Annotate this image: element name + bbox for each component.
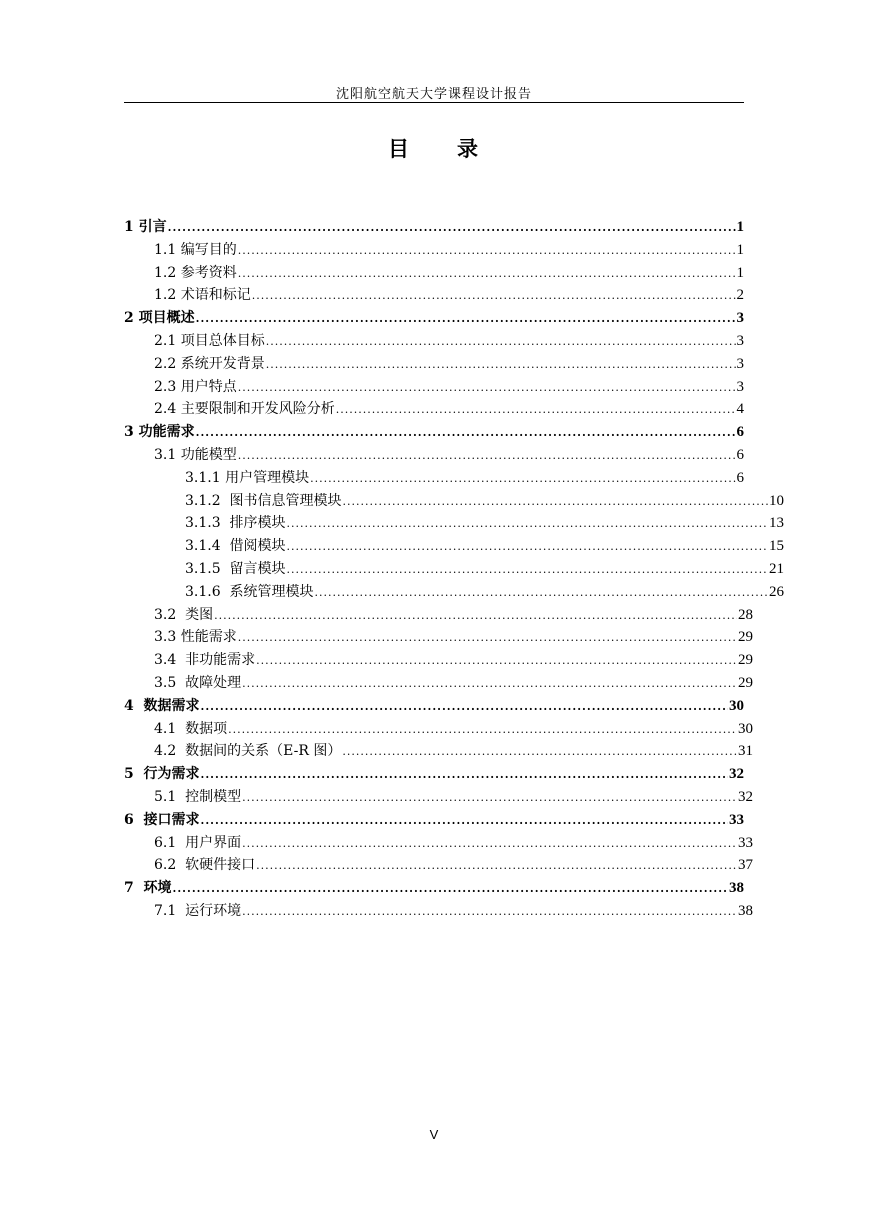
toc-entry-label: 4.2 数据间的关系（E-R 图） <box>154 743 342 760</box>
toc-leader-dots <box>336 398 736 422</box>
toc-entry[interactable] <box>124 467 744 490</box>
toc-leader-dots <box>201 695 729 719</box>
toc-entry[interactable] <box>124 718 753 741</box>
toc-leader-dots <box>238 239 736 263</box>
toc-entry[interactable] <box>124 490 784 513</box>
toc-entry[interactable] <box>124 421 744 444</box>
toc-entry-label: 3.1 功能模型 <box>154 446 237 463</box>
toc-entry-page: 38 <box>729 880 744 897</box>
toc-entry[interactable] <box>124 832 753 855</box>
toc-entry-page: 29 <box>738 629 753 646</box>
toc-entry-page: 10 <box>769 492 784 509</box>
toc-entry-label: 6.1 用户界面 <box>154 834 242 851</box>
toc-entry-label: 5.1 控制模型 <box>154 788 242 805</box>
toc-leader-dots <box>342 740 737 764</box>
toc-leader-dots <box>310 467 735 491</box>
toc-leader-dots <box>201 809 729 833</box>
toc-entry-page: 37 <box>738 857 753 874</box>
toc-entry-page: 3 <box>736 310 744 327</box>
toc-entry[interactable] <box>124 626 753 649</box>
toc-leader-dots <box>173 877 729 901</box>
toc-entry-label: 3.1.4 借阅模块 <box>185 538 286 555</box>
toc-entry-label: 4.1 数据项 <box>154 720 228 737</box>
toc-entry-page: 30 <box>729 697 744 714</box>
toc-leader-dots <box>196 421 736 445</box>
toc-leader-dots <box>242 786 737 810</box>
toc-entry-page: 6 <box>736 469 744 486</box>
toc-leader-dots <box>238 444 736 468</box>
toc-leader-dots <box>168 216 736 240</box>
toc-entry-page: 13 <box>769 515 784 532</box>
toc-leader-dots <box>238 262 736 286</box>
toc-entry[interactable] <box>124 284 744 307</box>
toc-entry[interactable] <box>124 740 753 763</box>
toc-entry[interactable] <box>124 900 753 923</box>
toc-entry-page: 28 <box>738 606 753 623</box>
toc-entry-label: 3.3 性能需求 <box>154 629 237 646</box>
toc-entry-label: 3.1.2 图书信息管理模块 <box>185 492 342 509</box>
toc-entry-label: 3.4 非功能需求 <box>154 652 256 669</box>
toc-entry-label: 7.1 运行环境 <box>154 902 242 919</box>
toc-entry-page: 3 <box>736 378 744 395</box>
toc-entry-page: 29 <box>738 652 753 669</box>
toc-entry[interactable] <box>124 398 744 421</box>
toc-entry[interactable] <box>124 444 744 467</box>
toc-leader-dots <box>242 672 737 696</box>
toc-entry-page: 38 <box>738 902 753 919</box>
toc-entry-label: 2 项目概述 <box>124 310 195 327</box>
toc-leader-dots <box>201 763 729 787</box>
toc-entry-page: 3 <box>736 332 744 349</box>
toc-entry-page: 3 <box>736 355 744 372</box>
toc-entry-page: 4 <box>736 401 744 418</box>
toc-entry-page: 1 <box>736 219 744 235</box>
toc-entry-label: 6.2 软硬件接口 <box>154 857 256 874</box>
toc-entry-label: 2.2 系统开发背景 <box>154 355 265 372</box>
toc-entry-page: 33 <box>738 834 753 851</box>
toc-entry-label: 1 引言 <box>124 219 167 235</box>
toc-entry-page: 15 <box>769 538 784 555</box>
toc-leader-dots <box>196 307 736 331</box>
toc-entry-page: 32 <box>729 766 744 783</box>
toc-entry-label: 1.2 术语和标记 <box>154 287 251 304</box>
toc-entry-label: 3.5 故障处理 <box>154 674 242 691</box>
toc-entry-label: 1.2 参考资料 <box>154 264 237 281</box>
toc-entry-label: 3.1.1 用户管理模块 <box>185 469 310 486</box>
toc-leader-dots <box>214 604 737 628</box>
toc-leader-dots <box>266 330 736 354</box>
toc-entry-label: 3.1.6 系统管理模块 <box>185 583 314 600</box>
toc-entry-page: 21 <box>769 560 784 577</box>
toc-entry-page: 1 <box>736 241 744 258</box>
toc-entry-label: 6 接口需求 <box>124 811 200 828</box>
toc-leader-dots <box>315 581 768 605</box>
toc-entry-page: 1 <box>736 264 744 281</box>
toc-entry-page: 32 <box>738 788 753 805</box>
toc-entry-page: 33 <box>729 811 744 828</box>
toc-entry[interactable] <box>124 512 784 535</box>
toc-entry-label: 2.4 主要限制和开发风险分析 <box>154 401 335 418</box>
toc-entry-label: 7 环境 <box>124 880 172 897</box>
toc-entry[interactable] <box>124 763 744 786</box>
toc-leader-dots <box>287 535 768 559</box>
toc-entry-page: 31 <box>738 743 753 760</box>
toc-entry-page: 26 <box>769 583 784 600</box>
toc-title: 目 录 <box>388 136 480 161</box>
toc-leader-dots <box>266 353 736 377</box>
toc-leader-dots <box>287 558 768 582</box>
toc-entry[interactable] <box>124 649 753 672</box>
toc-entry-label: 2.1 项目总体目标 <box>154 332 265 349</box>
toc-entry-page: 6 <box>736 424 744 441</box>
toc-entry[interactable] <box>124 786 753 809</box>
toc-entry-label: 5 行为需求 <box>124 766 200 783</box>
toc-entry-label: 3.1.5 留言模块 <box>185 560 286 577</box>
table-of-contents <box>124 216 784 923</box>
toc-leader-dots <box>252 284 736 308</box>
toc-leader-dots <box>238 626 737 650</box>
toc-entry-label: 1.1 编写目的 <box>154 241 237 258</box>
toc-entry[interactable] <box>124 216 744 239</box>
toc-leader-dots <box>228 718 737 742</box>
toc-entry[interactable] <box>124 672 753 695</box>
toc-entry-label: 3 功能需求 <box>124 424 195 441</box>
toc-entry[interactable] <box>124 262 744 285</box>
toc-entry-label: 3.2 类图 <box>154 606 214 623</box>
toc-leader-dots <box>256 854 737 878</box>
page-header: 沈阳航空航天大学课程设计报告 <box>335 87 532 102</box>
toc-entry[interactable] <box>124 877 744 900</box>
toc-entry[interactable] <box>124 558 784 581</box>
toc-leader-dots <box>287 512 768 536</box>
page-number: V <box>429 1127 439 1142</box>
toc-entry-label: 2.3 用户特点 <box>154 378 237 395</box>
toc-leader-dots <box>238 376 736 400</box>
toc-leader-dots <box>242 900 737 924</box>
toc-entry[interactable] <box>124 307 744 330</box>
toc-entry[interactable] <box>124 695 744 718</box>
toc-leader-dots <box>256 649 737 673</box>
toc-leader-dots <box>343 490 768 514</box>
toc-entry[interactable] <box>124 330 744 353</box>
toc-entry[interactable] <box>124 604 753 627</box>
toc-entry[interactable] <box>124 854 753 877</box>
toc-entry-page: 30 <box>738 720 753 737</box>
toc-entry[interactable] <box>124 535 784 558</box>
toc-entry-page: 2 <box>736 287 744 304</box>
toc-entry[interactable] <box>124 239 744 262</box>
toc-entry[interactable] <box>124 809 744 832</box>
toc-entry-page: 6 <box>736 446 744 463</box>
header-rule <box>124 102 744 103</box>
toc-entry[interactable] <box>124 376 744 399</box>
toc-entry-label: 3.1.3 排序模块 <box>185 515 286 532</box>
toc-leader-dots <box>242 832 737 856</box>
toc-entry[interactable] <box>124 353 744 376</box>
toc-entry-label: 4 数据需求 <box>124 697 200 714</box>
toc-entry[interactable] <box>124 581 784 604</box>
toc-entry-page: 29 <box>738 674 753 691</box>
